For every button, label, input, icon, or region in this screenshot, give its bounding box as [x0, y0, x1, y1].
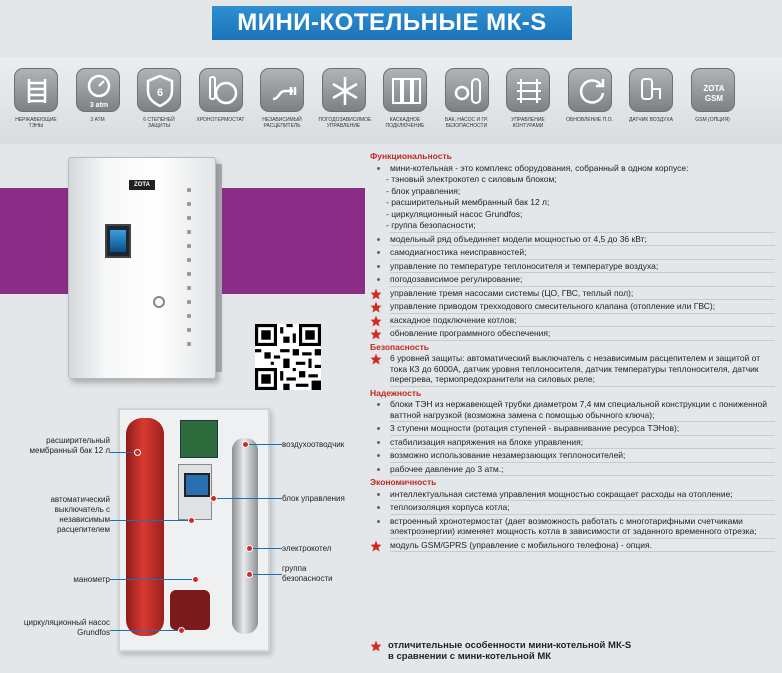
- leader-line: [214, 498, 282, 499]
- label-manometer: манометр: [73, 575, 110, 584]
- legend-line-2: в сравнении с мини-котельной МК: [388, 651, 552, 662]
- label-safety: группа безопасности: [282, 564, 333, 583]
- feature-pressure-gauge: [73, 68, 123, 123]
- feature-item: [370, 540, 775, 551]
- feature-heating-element: [11, 68, 61, 129]
- pump-tank-icon: [445, 68, 489, 112]
- zota-logo: ZOTA: [129, 180, 155, 190]
- feature-item: [370, 502, 775, 513]
- pressure-gauge-icon: [76, 68, 120, 112]
- feature-label: НЕЗАВИСИМЫЙ РАСЦЕПИТЕЛЬ: [262, 117, 302, 129]
- feature-item-text: управление приводом трехходового смесительного клапана (отопление или ГВС);: [390, 301, 716, 311]
- feature-item: [370, 315, 775, 326]
- heating-element-icon: [14, 68, 58, 112]
- callout-dot: [210, 495, 217, 502]
- feature-label: НЕРЖАВЕЮЩИЕ ТЭНЫ: [15, 117, 57, 129]
- divider: [390, 299, 775, 300]
- feature-subitem: - расширительный мембранный бак 12 л;: [386, 197, 550, 207]
- boiler-front-photo: [68, 157, 216, 379]
- zota-gsm-icon: [691, 68, 735, 112]
- star-icon: [370, 540, 382, 552]
- divider: [390, 475, 775, 476]
- feature-snowflake-sun: [318, 68, 372, 129]
- feature-item-text: интеллектуальная система управления мощностью сокращает расходы на отопление;: [390, 488, 733, 499]
- feature-item-text: самодиагностика неисправностей;: [390, 247, 527, 257]
- star-icon: [370, 328, 382, 340]
- feature-item: [370, 328, 775, 339]
- feature-item-text: мини-котельная - это комплекс оборудования, собранный в одном корпусе:: [390, 162, 689, 173]
- heater-cylinder: [232, 438, 258, 634]
- callout-dot: [134, 449, 141, 456]
- callout-dot: [242, 441, 249, 448]
- icon-value: 6: [156, 87, 164, 99]
- leader-line: [110, 452, 136, 453]
- feature-air-sensor: [626, 68, 676, 123]
- section-title: Безопасность: [370, 341, 429, 352]
- feature-item: [370, 516, 775, 537]
- feature-label: 6 СТЕПЕНЕЙ ЗАЩИТЫ: [143, 117, 175, 129]
- leader-line: [250, 574, 282, 575]
- star-icon: [370, 353, 382, 365]
- feature-label: ПОГОДОЗАВИСИМОЕ УПРАВЛЕНИЕ: [318, 117, 372, 129]
- update-icon: [568, 68, 612, 112]
- feature-item: [370, 261, 775, 272]
- star-icon: [370, 315, 382, 327]
- divider: [390, 514, 775, 515]
- qr-code: [254, 324, 322, 390]
- svg-text:ZOTA: ZOTA: [702, 84, 725, 93]
- feature-item-text: рабочее давление до 3 атм.;: [390, 463, 504, 474]
- control-display: [105, 224, 131, 258]
- feature-item-text: управление тремя насосами системы (ЦО, ГВС, теплый пол);: [390, 287, 634, 298]
- divider: [390, 448, 775, 449]
- label-tank: расширительный мембранный бак 12 л: [29, 436, 110, 455]
- divider: [390, 326, 775, 327]
- divider: [390, 538, 775, 539]
- divider: [390, 313, 775, 314]
- control-unit: [178, 464, 212, 520]
- circuits-icon: [506, 68, 550, 112]
- label-boiler: электрокотел: [282, 544, 332, 553]
- legend: [372, 640, 631, 662]
- label-vent: воздухоотводчик: [282, 440, 345, 449]
- divider: [390, 421, 775, 422]
- feature-label: ОБНОВЛЕНИЕ П.О.: [566, 117, 613, 123]
- svg-text:GSM: GSM: [704, 94, 723, 103]
- divider: [390, 245, 775, 246]
- feature-update: [565, 68, 615, 123]
- star-icon: [370, 301, 382, 313]
- feature-item: [370, 274, 775, 285]
- section-title: Надежность: [370, 387, 422, 398]
- callout-dot: [192, 576, 199, 583]
- label-breaker: автоматический выключатель с независимым расцепителем: [50, 495, 110, 534]
- leader-line: [250, 548, 282, 549]
- feature-item-text: возможно использование незамерзающих теплоносителей;: [390, 450, 626, 460]
- leader-line: [110, 579, 194, 580]
- feature-subitem: - группа безопасности;: [386, 220, 476, 230]
- feature-item-text: погодозависимое регулирование;: [390, 274, 523, 284]
- air-sensor-icon: [629, 68, 673, 112]
- feature-label: КАСКАДНОЕ ПОДКЛЮЧЕНИЕ: [385, 117, 425, 129]
- feature-label: ДАТЧИК ВОЗДУХА: [629, 117, 673, 123]
- feature-item: [370, 288, 775, 299]
- leader-line: [110, 630, 180, 631]
- feature-subitem: - тэновый электрокотел с силовым блоком;: [386, 174, 557, 184]
- divider: [390, 500, 775, 501]
- circulation-pump: [170, 590, 210, 630]
- feature-item: [370, 163, 775, 174]
- divider: [390, 232, 775, 233]
- feature-plug: [257, 68, 307, 129]
- divider: [390, 462, 775, 463]
- feature-subitem: - блок управления;: [386, 185, 461, 196]
- shield-six-icon: [137, 68, 181, 112]
- callout-dot: [246, 545, 253, 552]
- feature-label: БАК, НАСОС И ГР. БЕЗОПАСНОСТИ: [445, 117, 488, 129]
- expansion-tank: [126, 418, 164, 636]
- feature-item-text: 3 ступени мощности (ротация ступеней - выравнивание ресурса ТЭНов);: [390, 423, 680, 433]
- snowflake-sun-icon: [322, 68, 366, 112]
- feature-item: [370, 353, 775, 385]
- callout-dot: [188, 517, 195, 524]
- feature-item: [370, 247, 775, 258]
- icon-value: 3 atm: [89, 102, 108, 109]
- divider: [390, 272, 775, 273]
- callout-dot: [246, 571, 253, 578]
- front-manometer: [153, 296, 165, 308]
- feature-item-text: теплоизоляция корпуса котла;: [390, 502, 510, 512]
- feature-label: 3 АТМ: [90, 117, 105, 123]
- divider: [390, 259, 775, 260]
- feature-item-text: стабилизация напряжения на блоке управления;: [390, 436, 584, 447]
- power-board: [180, 420, 218, 458]
- feature-label: ХРОНОТЕРМОСТАТ: [196, 117, 245, 123]
- vent-slots: [184, 188, 194, 363]
- thermostat-clock-icon: [199, 68, 243, 112]
- divider: [390, 435, 775, 436]
- plug-icon: [260, 68, 304, 112]
- divider: [390, 340, 775, 341]
- feature-item-text: обновление программного обеспечения;: [390, 328, 551, 338]
- feature-item-text: каскадное подключение котлов;: [390, 314, 517, 325]
- leader-line: [246, 444, 282, 445]
- legend-line-1: отличительные особенности мини-котельной МК-S: [388, 640, 632, 651]
- feature-circuits: [503, 68, 553, 129]
- feature-item-text: 6 уровней защиты: автоматический выключатель с независимым расцепителем и защитой от тока КЗ до 6000А, датчик уровня теплоносителя, датчик температуры теплоносителя, датчик перегрева, термопредохранители на силовых реле;: [390, 353, 761, 384]
- feature-item-text: встроенный хронотермостат (дает возможность работать с многотарифными счетчиками электроэнергии) изменяет мощность котла в зависимости от заданного временного отрезка;: [390, 515, 757, 536]
- feature-item-text: модельный ряд объединяет модели мощностью от 4,5 до 36 кВт;: [390, 233, 647, 244]
- feature-pump-tank: [442, 68, 492, 129]
- feature-cascade: [380, 68, 430, 129]
- feature-zota-gsm: [688, 68, 738, 123]
- divider: [390, 386, 775, 387]
- feature-icon-bar: [0, 58, 782, 144]
- feature-subitem: - циркуляционный насос Grundfos;: [386, 208, 523, 219]
- feature-item-text: модуль GSM/GPRS (управление с мобильного телефона) - опция.: [390, 539, 652, 550]
- feature-item: [370, 423, 775, 434]
- feature-item: [370, 399, 775, 420]
- leader-line: [110, 520, 190, 521]
- feature-item: [370, 234, 775, 245]
- page-title: МИНИ-КОТЕЛЬНЫЕ МК-S: [212, 6, 572, 40]
- star-icon: [370, 640, 382, 652]
- feature-item-text: блоки ТЭН из нержавеющей трубки диаметром 7,4 мм специальной конструкции с пониженной ваттной нагрузкой (возможна замена с помощью обычного ключа);: [390, 399, 768, 420]
- callout-dot: [178, 627, 185, 634]
- label-control: блок управления: [282, 494, 345, 503]
- feature-item: [370, 301, 775, 312]
- divider: [390, 286, 775, 287]
- cascade-icon: [383, 68, 427, 112]
- feature-item: [370, 437, 775, 448]
- feature-label: УПРАВЛЕНИЕ КОНТУРАМИ: [511, 117, 545, 129]
- feature-shield-six: [134, 68, 184, 129]
- feature-thermostat-clock: [196, 68, 246, 123]
- feature-item-text: управление по температуре теплоносителя и температуре воздуха;: [390, 260, 659, 271]
- label-pump: циркуляционный насос Grundfos: [23, 618, 110, 637]
- feature-item: [370, 489, 775, 500]
- divider: [390, 551, 775, 552]
- section-title: Экономичность: [370, 477, 437, 487]
- feature-item: [370, 450, 775, 461]
- features-text: [370, 150, 775, 552]
- feature-item: [370, 464, 775, 475]
- section-title: Функциональность: [370, 151, 452, 161]
- feature-label: GSM (ОПЦИЯ): [695, 117, 730, 123]
- star-icon: [370, 288, 382, 300]
